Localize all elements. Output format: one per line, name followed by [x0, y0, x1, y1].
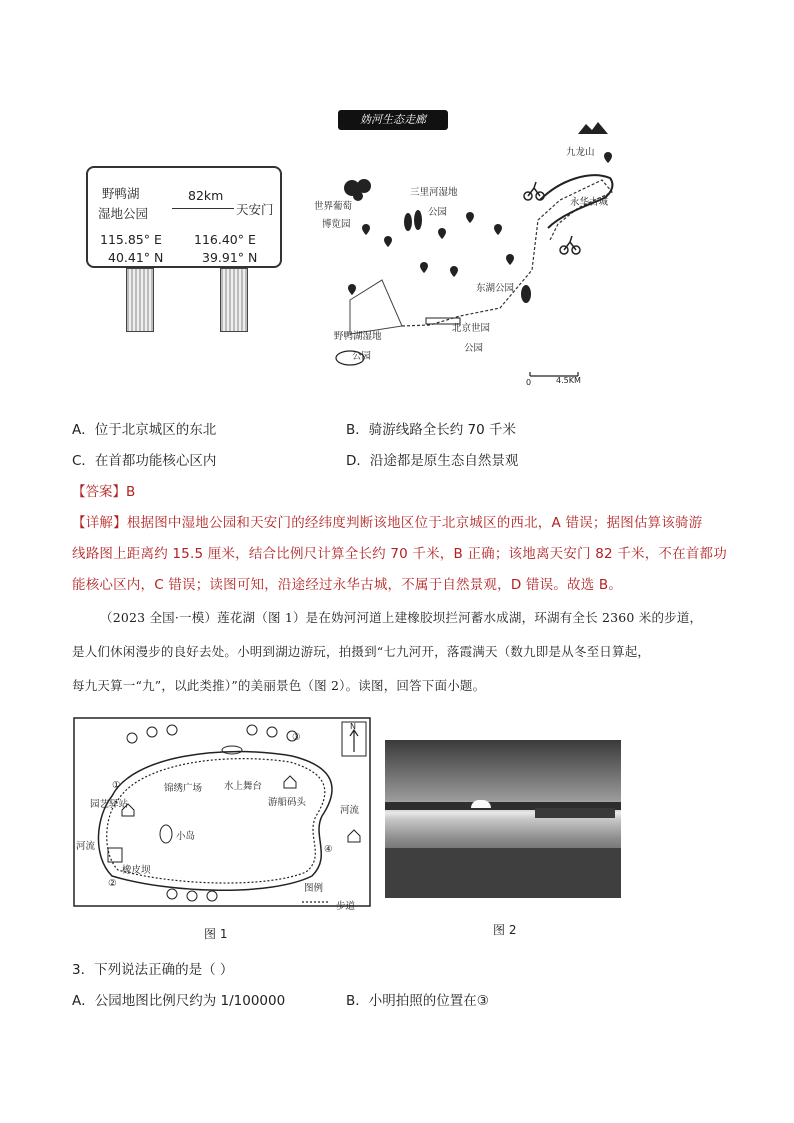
sign-right-name: 天安门 [236, 202, 274, 217]
pin-icon [384, 236, 392, 247]
option-c: C．在首都功能核心区内 [72, 453, 217, 469]
pin-icon [604, 152, 612, 163]
pin-icon [494, 224, 502, 235]
route-path [350, 280, 402, 334]
label-sanlihe-2: 公园 [428, 207, 448, 218]
label-donghu: 东湖公园 [476, 283, 515, 294]
park-marker-1: ① [112, 780, 121, 791]
park-marker-2: ② [108, 878, 117, 889]
photo-shore [385, 848, 621, 898]
park-river-right: 河流 [340, 805, 360, 816]
park-legend-path: 步道 [336, 901, 356, 912]
label-shiyuan-1: 北京世园 [452, 323, 491, 334]
detail-line-2: 线路图上距离约 15.5 厘米，结合比例尺计算全长约 70 千米，B 正确；该地离天安门 82 千米，不在首都功 [72, 546, 727, 562]
route-map-figure [80, 100, 640, 400]
park-island: 小岛 [176, 831, 196, 842]
passage-line-2: 是人们休闲漫步的良好去处。小明到湖边游玩，拍摄到“七九河开，落霞满天（数九即是从冬至日算起， [72, 644, 651, 659]
pin-icon [466, 212, 474, 223]
question3-stem: 3．下列说法正确的是（ ） [72, 962, 234, 978]
answer-label: 【答案】 [72, 484, 126, 500]
park-map-drawing [72, 716, 374, 912]
option-b: B．骑游线路全长约 70 千米 [346, 422, 517, 438]
option-a: A．位于北京城区的东北 [72, 422, 217, 438]
label-sanlihe-1: 三里河湿地 [410, 187, 458, 198]
option-d: D．沿途都是原生态自然景观 [346, 453, 519, 469]
sign-right-lon: 116.40° E [194, 232, 256, 247]
label-jiulongshan: 九龙山 [566, 147, 595, 158]
sign-post-right [220, 268, 248, 332]
answer-value: B [126, 484, 136, 500]
pin-icon [420, 262, 428, 273]
sign-post-left [126, 268, 154, 332]
mountain-icon [578, 122, 608, 134]
question3-option-b: B．小明拍照的位置在③ [346, 993, 489, 1009]
pin-icon [348, 284, 356, 295]
sign-left-lat: 40.41° N [108, 250, 164, 265]
park-river-left: 河流 [76, 841, 96, 852]
label-scale-zero: 0 [526, 378, 532, 387]
sign-board [86, 166, 282, 268]
pin-icon [362, 224, 370, 235]
label-yonghua: 永华古城 [570, 197, 609, 208]
park-legend-title: 图例 [304, 883, 324, 894]
caption-figure-1: 图 1 [204, 927, 228, 941]
map-title: 妫河生态走廊 [360, 113, 426, 126]
park-north-label: N [350, 722, 356, 731]
detail-line-1 [72, 517, 702, 531]
passage-line-3: 每九天算一“九”，以此类推）”的美丽景色（图 2）。读图，回答下面小题。 [72, 678, 486, 693]
pin-icon [450, 266, 458, 277]
label-shiyuan-2: 公园 [464, 343, 484, 354]
sunset-photo [385, 740, 621, 898]
detail-text-1: 根据图中湿地公园和天安门的经纬度判断该地区位于北京城区的西北，A 错误；据图估算该骑游 [126, 515, 703, 531]
photo-sun [471, 800, 491, 808]
location-pins [348, 152, 612, 295]
park-map-figure [72, 716, 374, 912]
passage-line-1: （2023 全国·一模）莲花湖（图 1）是在妫河河道上建橡胶坝拦河蓄水成湖，环湖有全长 2360 米的步道， [100, 610, 703, 625]
label-yeyahu-1: 野鸭湖湿地 [334, 331, 382, 342]
sign-right-lat: 39.91° N [202, 250, 258, 265]
park-rubber-dam: 橡皮坝 [122, 865, 151, 876]
sign-left-lon: 115.85° E [100, 232, 162, 247]
park-marker-4: ④ [324, 844, 333, 855]
park-jinxiu-square: 锦绣广场 [164, 783, 203, 794]
park-marker-3: ③ [292, 732, 301, 743]
label-expo-1: 世界葡萄 [314, 201, 353, 212]
label-scale-km: 4.5KM [556, 376, 581, 385]
label-expo-2: 博览园 [322, 219, 351, 230]
sign-distance-line [172, 208, 234, 209]
cyclist-icon [524, 182, 580, 254]
detail-label: 【详解】 [72, 515, 127, 531]
label-yeyahu-2: 公园 [352, 351, 372, 362]
sign-left-name-1: 野鸭湖 [102, 186, 140, 201]
question3-option-a: A．公园地图比例尺约为 1/100000 [72, 993, 286, 1009]
sign-distance: 82km [188, 188, 224, 203]
park-boat-pier: 游船码头 [268, 797, 307, 808]
sign-left-name-2: 湿地公园 [98, 206, 149, 221]
pin-icon [438, 228, 446, 239]
park-garden-station: 园艺驿站 [90, 799, 129, 810]
detail-line-3: 能核心区内，C 错误；读图可知，沿途经过永华古城，不属于自然景观，D 错误。故选 B。 [72, 577, 623, 593]
park-water-stage: 水上舞台 [224, 781, 263, 792]
pin-icon [506, 254, 514, 265]
photo-pier [535, 808, 615, 818]
caption-figure-2: 图 2 [493, 923, 517, 937]
answer-line [72, 486, 135, 500]
